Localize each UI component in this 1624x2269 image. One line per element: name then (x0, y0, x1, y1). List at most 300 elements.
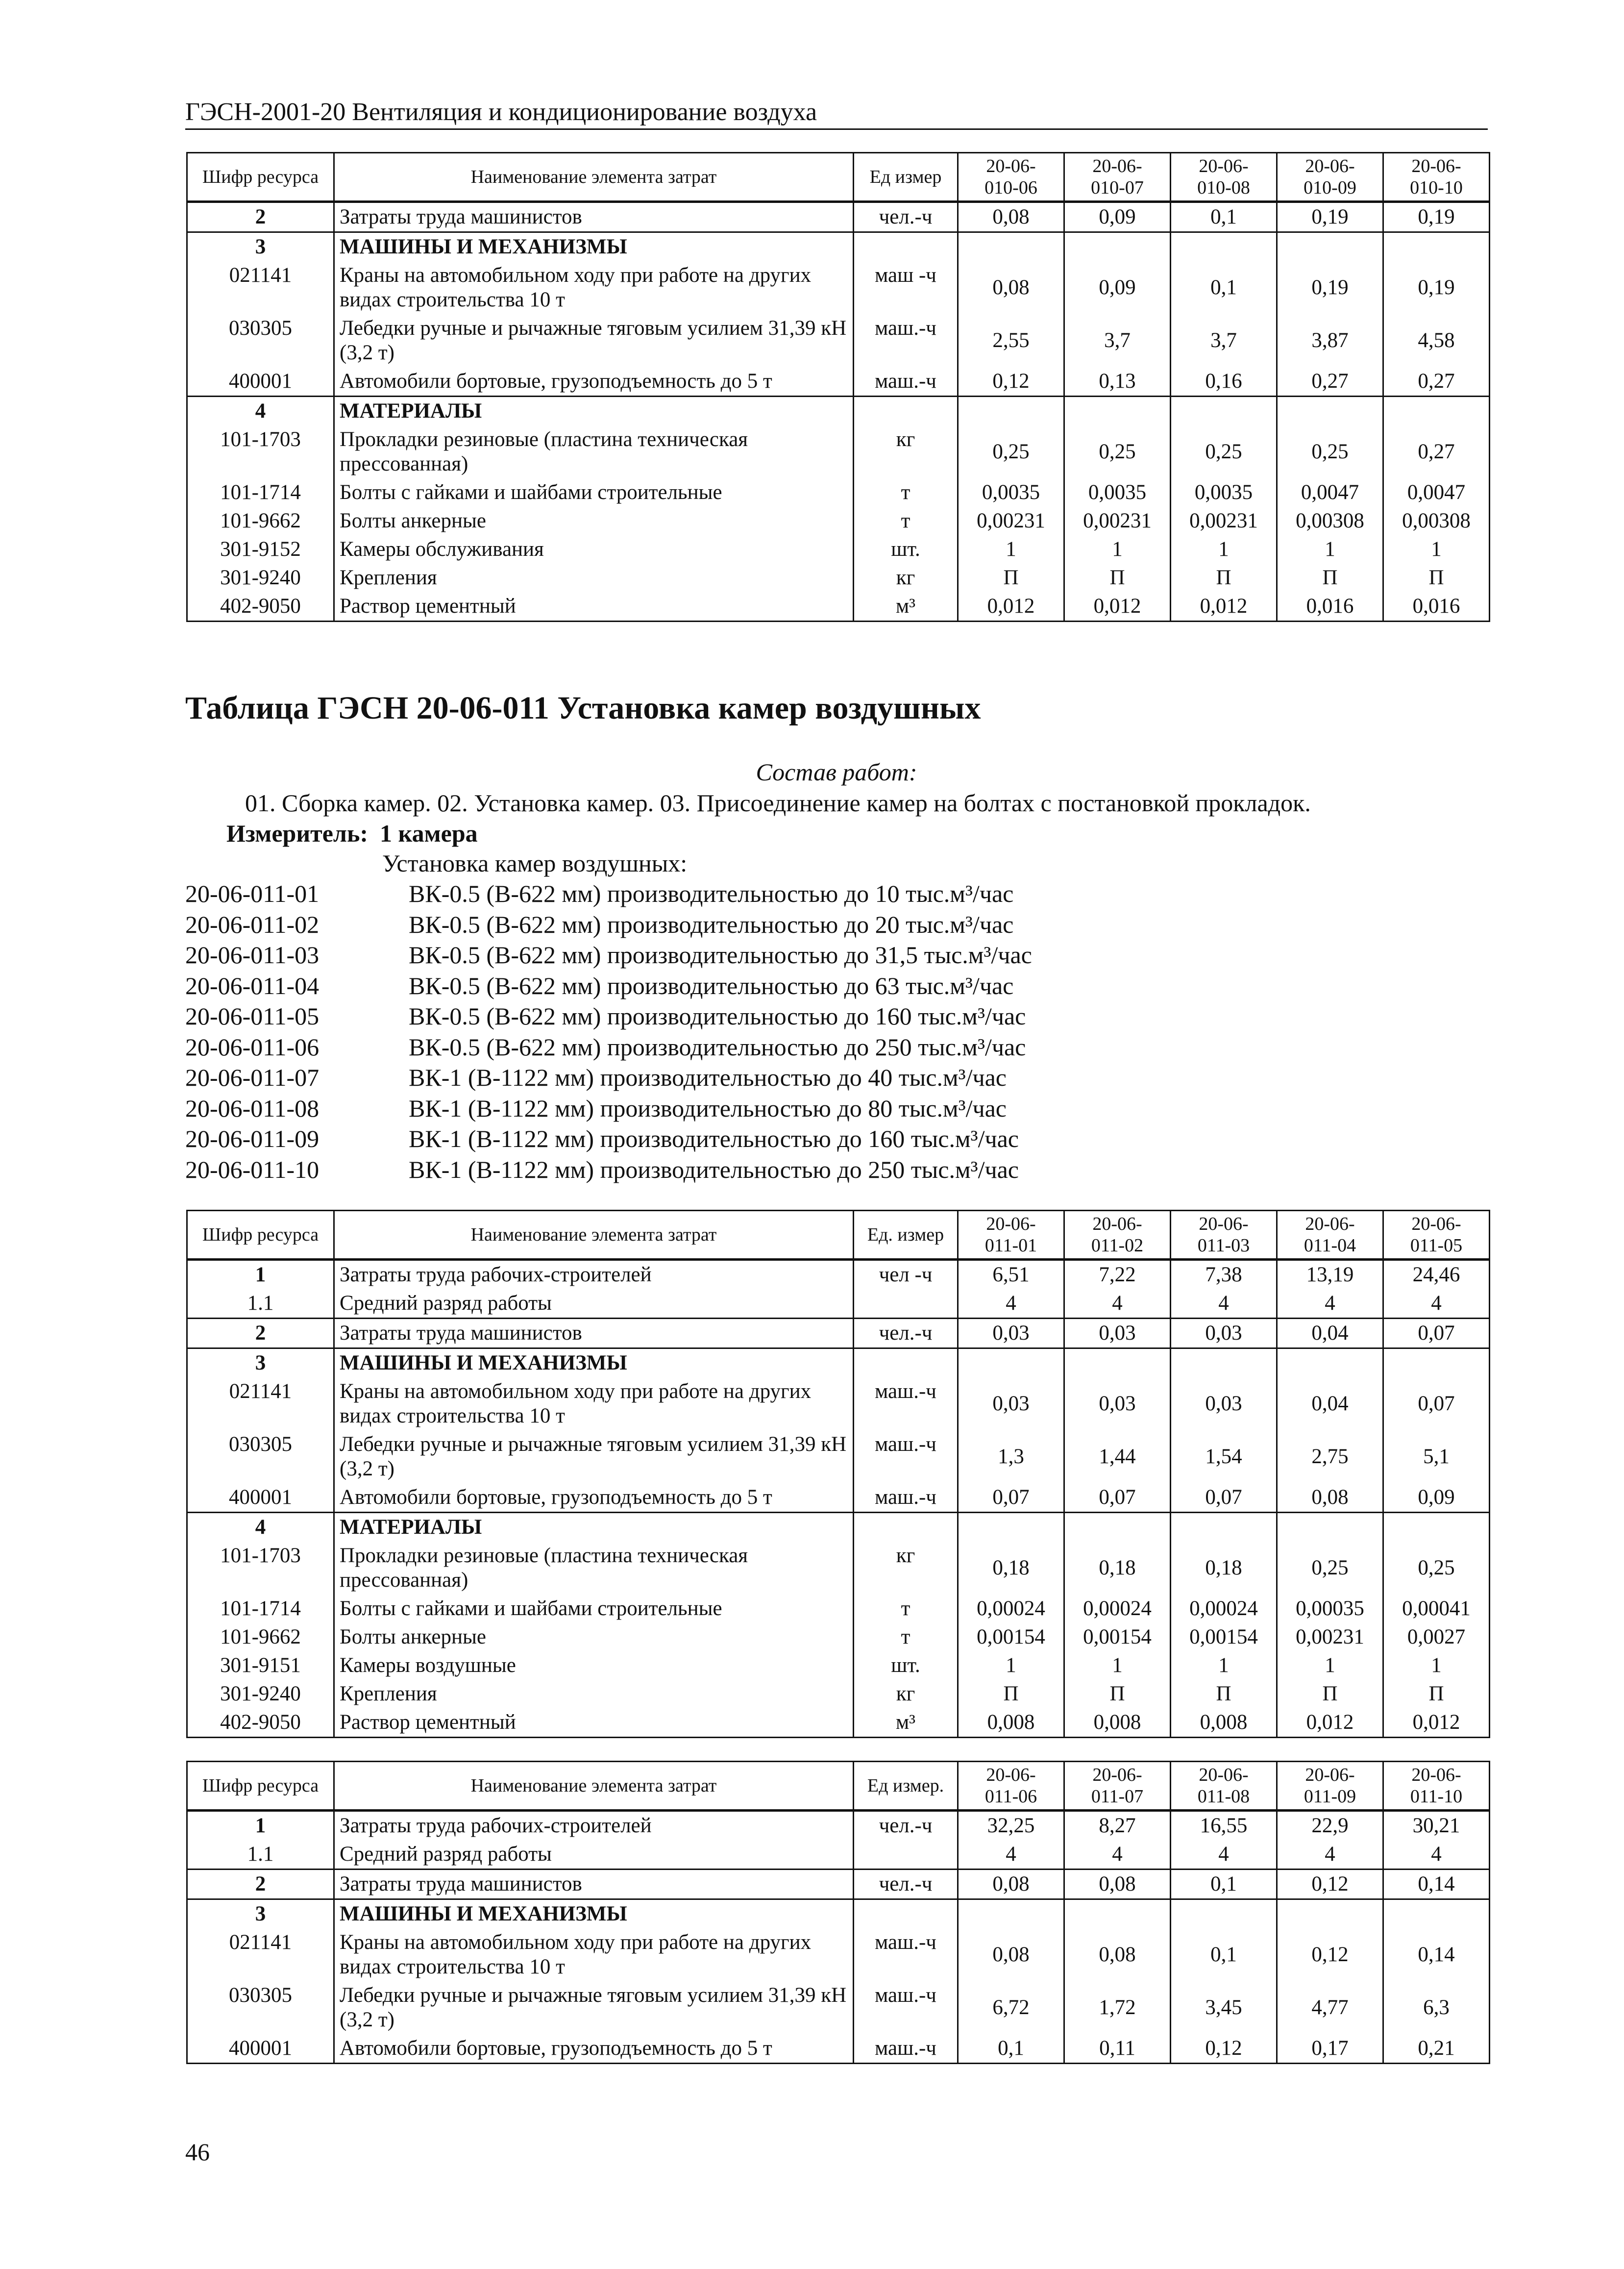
norm-value: 4 (1383, 1289, 1490, 1319)
header-cell: Наименование элемента затрат (334, 153, 854, 202)
norm-item (185, 1123, 1032, 1154)
cost-item-name: Болты с гайками и шайбами строительные (334, 478, 854, 507)
norm-value: 0,08 (958, 261, 1064, 314)
norm-description: ВК-0.5 (В-622 мм) производительностью до 10 тыс.м³/час (409, 880, 1014, 907)
unit-of-measure: кг (854, 564, 958, 592)
unit-of-measure: кг (854, 1542, 958, 1595)
header-cell: 20-06- 010-07 (1064, 153, 1171, 202)
resource-code: 021141 (187, 261, 334, 314)
norm-value: 0,14 (1383, 1928, 1490, 1981)
empty-cell (1277, 1513, 1383, 1542)
empty-cell (1171, 1348, 1277, 1378)
resource-code: 101-1703 (187, 425, 334, 478)
table-header-row (187, 1211, 1490, 1260)
norm-description: ВК-0.5 (В-622 мм) производительностью до 20 тыс.м³/час (409, 910, 1014, 938)
norm-value: 0,03 (958, 1319, 1064, 1348)
norm-value: П (1064, 1680, 1171, 1708)
norm-value: 0,13 (1064, 367, 1171, 397)
empty-cell (1171, 1513, 1277, 1542)
header-cell: 20-06- 011-04 (1277, 1211, 1383, 1260)
section-row (187, 397, 1490, 426)
norm-value: 0,07 (1171, 1483, 1277, 1513)
cost-item-name: Камеры обслуживания (334, 535, 854, 564)
norm-code: 20-06-011-02 (185, 910, 320, 938)
norm-value: 0,00231 (1277, 1623, 1383, 1651)
norm-value: 0,008 (1064, 1708, 1171, 1738)
table-row (187, 478, 1490, 507)
norm-value: 30,21 (1383, 1811, 1490, 1841)
norm-value: 0,03 (1064, 1319, 1171, 1348)
norm-value: 0,00024 (1064, 1595, 1171, 1623)
norm-value: 0,27 (1383, 425, 1490, 478)
norm-value: 0,016 (1383, 592, 1490, 622)
table-row (187, 507, 1490, 535)
norm-value: 0,1 (1171, 1870, 1277, 1899)
norm-value: 0,00231 (1064, 507, 1171, 535)
norm-value: 0,0035 (958, 478, 1064, 507)
unit-of-measure: маш.-ч (854, 367, 958, 397)
unit-of-measure: маш.-ч (854, 1928, 958, 1981)
norm-value: 0,16 (1171, 367, 1277, 397)
norm-code: 20-06-011-04 (185, 972, 320, 999)
resource-code: 021141 (187, 1928, 334, 1981)
norm-list-intro: Установка камер воздушных: (382, 849, 688, 877)
unit-of-measure: м³ (854, 592, 958, 622)
table-title: Таблица ГЭСН 20-06-011 Установка камер воздушных (185, 690, 981, 726)
header-cell: 20-06- 011-09 (1277, 1762, 1383, 1811)
norm-value: 0,07 (1383, 1377, 1490, 1430)
norm-value: 0,00231 (1171, 507, 1277, 535)
resource-code: 301-9240 (187, 1680, 334, 1708)
norm-value: 0,00154 (1064, 1623, 1171, 1651)
resource-code: 030305 (187, 314, 334, 367)
norm-value: 6,72 (958, 1981, 1064, 2034)
cost-item-name: Краны на автомобильном ходу при работе на других видах строительства 10 т (334, 1928, 854, 1981)
empty-cell (854, 397, 958, 426)
empty-cell (958, 1899, 1064, 1929)
table-row (187, 1595, 1490, 1623)
norm-value: 0,19 (1277, 202, 1383, 232)
norm-description: ВК-0.5 (В-622 мм) производительностью до 250 тыс.м³/час (409, 1033, 1026, 1061)
norm-value: 0,00154 (1171, 1623, 1277, 1651)
norm-value: 0,09 (1383, 1483, 1490, 1513)
cost-item-name: Крепления (334, 1680, 854, 1708)
norm-value: 0,27 (1383, 367, 1490, 397)
empty-cell (1277, 232, 1383, 262)
norm-value: 1 (1171, 1651, 1277, 1680)
norm-value: 7,38 (1171, 1260, 1277, 1290)
norm-value: 0,012 (1383, 1708, 1490, 1738)
header-cell: 20-06- 011-02 (1064, 1211, 1171, 1260)
norm-value: 2,55 (958, 314, 1064, 367)
section-title: МАТЕРИАЛЫ (334, 1513, 854, 1542)
norm-value: 0,00024 (1171, 1595, 1277, 1623)
norm-value: 0,25 (958, 425, 1064, 478)
norm-value: 0,0027 (1383, 1623, 1490, 1651)
empty-cell (1383, 397, 1490, 426)
resource-code: 101-1714 (187, 1595, 334, 1623)
cost-item-name: Камеры воздушные (334, 1651, 854, 1680)
norm-value: 4 (1064, 1840, 1171, 1870)
table-row (187, 1651, 1490, 1680)
unit-of-measure (854, 1289, 958, 1319)
cost-item-name: Болты анкерные (334, 1623, 854, 1651)
norm-value: 0,18 (1171, 1542, 1277, 1595)
section-title: МАШИНЫ И МЕХАНИЗМЫ (334, 232, 854, 262)
cost-item-name: Лебедки ручные и рычажные тяговым усилием 31,39 кН (3,2 т) (334, 314, 854, 367)
norm-code: 20-06-011-06 (185, 1033, 320, 1061)
header-cell: 20-06- 011-07 (1064, 1762, 1171, 1811)
norm-value: 0,18 (958, 1542, 1064, 1595)
table-row (187, 202, 1490, 232)
resource-code: 400001 (187, 367, 334, 397)
section-row (187, 232, 1490, 262)
table-header-row (187, 153, 1490, 202)
cost-item-name: Затраты труда машинистов (334, 1870, 854, 1899)
header-cell: 20-06- 011-01 (958, 1211, 1064, 1260)
norm-code: 20-06-011-01 (185, 880, 320, 907)
norm-value: 3,7 (1064, 314, 1171, 367)
norm-value: 0,008 (958, 1708, 1064, 1738)
norm-value: 22,9 (1277, 1811, 1383, 1841)
cost-item-name: Автомобили бортовые, грузоподъемность до 5 т (334, 1483, 854, 1513)
norm-value: 0,09 (1064, 202, 1171, 232)
norm-value: 1 (958, 1651, 1064, 1680)
norm-value: 0,25 (1383, 1542, 1490, 1595)
work-composition-text: 01. Сборка камер. 02. Установка камер. 03. Присоединение камер на болтах с постановкой прокладок. (245, 789, 1311, 817)
norm-value: 1 (958, 535, 1064, 564)
norm-item (185, 909, 1032, 940)
page-number: 46 (185, 2138, 210, 2166)
norm-value: 0,09 (1064, 261, 1171, 314)
norm-value: 0,25 (1064, 425, 1171, 478)
norm-value: П (1171, 1680, 1277, 1708)
norm-value: 0,07 (1383, 1319, 1490, 1348)
cost-item-name: Автомобили бортовые, грузоподъемность до 5 т (334, 2034, 854, 2064)
table-row (187, 1870, 1490, 1899)
norm-value: 0,012 (1171, 592, 1277, 622)
norm-value: 0,18 (1064, 1542, 1171, 1595)
empty-cell (1171, 1899, 1277, 1929)
norm-value: 0,08 (958, 1870, 1064, 1899)
norm-value: 0,03 (1171, 1377, 1277, 1430)
header-cell: Шифр ресурса (187, 1211, 334, 1260)
norm-value: 0,19 (1383, 261, 1490, 314)
unit-of-measure: т (854, 1623, 958, 1651)
table-row (187, 1260, 1490, 1290)
norm-value: 0,1 (958, 2034, 1064, 2064)
table-row (187, 261, 1490, 314)
resource-code: 301-9151 (187, 1651, 334, 1680)
unit-of-measure: маш.-ч (854, 2034, 958, 2064)
unit-of-measure: маш.-ч (854, 1483, 958, 1513)
unit-of-measure: шт. (854, 1651, 958, 1680)
cost-item-name: Прокладки резиновые (пластина техническая прессованная) (334, 1542, 854, 1595)
resource-code: 2 (187, 1870, 334, 1899)
norm-value: 1 (1277, 1651, 1383, 1680)
cost-item-name: Прокладки резиновые (пластина техническая прессованная) (334, 425, 854, 478)
norm-value: 0,0047 (1277, 478, 1383, 507)
norm-value: 13,19 (1277, 1260, 1383, 1290)
resource-code: 1.1 (187, 1840, 334, 1870)
norm-value: 0,03 (958, 1377, 1064, 1430)
norm-code: 20-06-011-07 (185, 1064, 320, 1091)
norm-value: 0,08 (1064, 1928, 1171, 1981)
norm-value: 0,00308 (1277, 507, 1383, 535)
empty-cell (854, 1348, 958, 1378)
norm-value: 5,1 (1383, 1430, 1490, 1483)
norm-value: 0,08 (1277, 1483, 1383, 1513)
header-cell: Наименование элемента затрат (334, 1762, 854, 1811)
norm-value: 0,04 (1277, 1377, 1383, 1430)
resource-code: 1.1 (187, 1289, 334, 1319)
empty-cell (1383, 1899, 1490, 1929)
norm-value: П (1383, 1680, 1490, 1708)
cost-item-name: Краны на автомобильном ходу при работе на других видах строительства 10 т (334, 261, 854, 314)
table-row (187, 2034, 1490, 2064)
norm-item (185, 1062, 1032, 1093)
resource-code: 400001 (187, 1483, 334, 1513)
norm-value: 0,0047 (1383, 478, 1490, 507)
resource-code: 1 (187, 1811, 334, 1841)
header-cell: 20-06- 010-08 (1171, 153, 1277, 202)
unit-of-measure: т (854, 507, 958, 535)
empty-cell (1277, 1899, 1383, 1929)
norm-value: 0,08 (958, 202, 1064, 232)
norm-value: 0,12 (1171, 2034, 1277, 2064)
header-cell: 20-06- 011-03 (1171, 1211, 1277, 1260)
norm-item (185, 971, 1032, 1001)
norm-value: 24,46 (1383, 1260, 1490, 1290)
unit-of-measure: маш -ч (854, 261, 958, 314)
table-row (187, 1430, 1490, 1483)
resource-code: 3 (187, 232, 334, 262)
norm-value: 4 (1383, 1840, 1490, 1870)
empty-cell (958, 1513, 1064, 1542)
unit-of-measure: т (854, 1595, 958, 1623)
norm-value: 4 (1064, 1289, 1171, 1319)
unit-of-measure: маш.-ч (854, 314, 958, 367)
cost-item-name: Средний разряд работы (334, 1289, 854, 1319)
norm-value: 1 (1277, 535, 1383, 564)
norm-item (185, 878, 1032, 909)
section-title: МАТЕРИАЛЫ (334, 397, 854, 426)
cost-item-name: Краны на автомобильном ходу при работе на других видах строительства 10 т (334, 1377, 854, 1430)
header-cell: Шифр ресурса (187, 153, 334, 202)
cost-item-name: Болты с гайками и шайбами строительные (334, 1595, 854, 1623)
norm-code: 20-06-011-10 (185, 1155, 320, 1183)
norm-value: 0,00308 (1383, 507, 1490, 535)
norm-item (185, 1093, 1032, 1124)
norm-value: 1,54 (1171, 1430, 1277, 1483)
norm-value: 7,22 (1064, 1260, 1171, 1290)
norm-value: 0,1 (1171, 202, 1277, 232)
table-row (187, 1928, 1490, 1981)
norm-value: 0,00154 (958, 1623, 1064, 1651)
resource-code: 101-9662 (187, 507, 334, 535)
norm-value: 0,08 (958, 1928, 1064, 1981)
empty-cell (1383, 1513, 1490, 1542)
empty-cell (1171, 397, 1277, 426)
cost-item-name: Раствор цементный (334, 1708, 854, 1738)
norm-value: 0,00231 (958, 507, 1064, 535)
table-row (187, 592, 1490, 622)
table-row (187, 1811, 1490, 1841)
empty-cell (1383, 232, 1490, 262)
cost-item-name: Раствор цементный (334, 592, 854, 622)
norm-description: ВК-1 (В-1122 мм) производительностью до 40 тыс.м³/час (409, 1064, 1007, 1091)
norm-description: ВК-1 (В-1122 мм) производительностью до 250 тыс.м³/час (409, 1155, 1019, 1183)
norm-description: ВК-0.5 (В-622 мм) производительностью до 31,5 тыс.м³/час (409, 941, 1032, 969)
unit-of-measure: чел.-ч (854, 1811, 958, 1841)
header-cell: 20-06- 011-10 (1383, 1762, 1490, 1811)
norm-value: 6,3 (1383, 1981, 1490, 2034)
norm-value: П (1383, 564, 1490, 592)
cost-item-name: Затраты труда рабочих-строителей (334, 1811, 854, 1841)
empty-cell (958, 397, 1064, 426)
norm-value: 0,00024 (958, 1595, 1064, 1623)
section-row (187, 1899, 1490, 1929)
table-row (187, 1319, 1490, 1348)
norm-value: 4,77 (1277, 1981, 1383, 2034)
measure-line (226, 819, 490, 848)
resource-code: 402-9050 (187, 592, 334, 622)
norm-value: 4 (1171, 1289, 1277, 1319)
norm-code: 20-06-011-03 (185, 941, 320, 969)
norm-value: 0,0035 (1171, 478, 1277, 507)
norm-value: П (1277, 564, 1383, 592)
norm-value: 8,27 (1064, 1811, 1171, 1841)
norm-item (185, 940, 1032, 971)
norm-value: 4 (1277, 1289, 1383, 1319)
table-row (187, 314, 1490, 367)
table-row (187, 1840, 1490, 1870)
norm-item (185, 1032, 1032, 1063)
norm-value: 0,012 (958, 592, 1064, 622)
norm-value: 4 (1171, 1840, 1277, 1870)
norm-value: 0,12 (1277, 1928, 1383, 1981)
table-row (187, 1708, 1490, 1738)
norm-value: 0,17 (1277, 2034, 1383, 2064)
section-title: МАШИНЫ И МЕХАНИЗМЫ (334, 1899, 854, 1929)
norm-value: 4 (1277, 1840, 1383, 1870)
norm-item (185, 1154, 1032, 1185)
norm-value: 0,1 (1171, 261, 1277, 314)
norm-value: 1,3 (958, 1430, 1064, 1483)
table-row (187, 1542, 1490, 1595)
cost-item-name: Затраты труда машинистов (334, 1319, 854, 1348)
norm-value: 4 (958, 1840, 1064, 1870)
norm-value: 3,45 (1171, 1981, 1277, 2034)
unit-of-measure: м³ (854, 1708, 958, 1738)
norm-value: 3,7 (1171, 314, 1277, 367)
norm-value: 0,00041 (1383, 1595, 1490, 1623)
resource-table-010 (186, 152, 1490, 622)
resource-code: 1 (187, 1260, 334, 1290)
unit-of-measure: маш.-ч (854, 1981, 958, 2034)
header-cell: 20-06- 010-09 (1277, 153, 1383, 202)
resource-code: 400001 (187, 2034, 334, 2064)
cost-item-name: Лебедки ручные и рычажные тяговым усилием 31,39 кН (3,2 т) (334, 1430, 854, 1483)
norm-item (185, 1001, 1032, 1032)
resource-code: 402-9050 (187, 1708, 334, 1738)
norm-value: 0,03 (1064, 1377, 1171, 1430)
norm-value: 0,25 (1171, 425, 1277, 478)
resource-code: 101-1703 (187, 1542, 334, 1595)
norm-code: 20-06-011-05 (185, 1002, 320, 1030)
section-row (187, 1513, 1490, 1542)
table-row (187, 564, 1490, 592)
header-cell: Наименование элемента затрат (334, 1211, 854, 1260)
norm-value: 0,08 (1064, 1870, 1171, 1899)
table-row (187, 1377, 1490, 1430)
empty-cell (958, 232, 1064, 262)
resource-code: 4 (187, 397, 334, 426)
table-row (187, 1981, 1490, 2034)
unit-of-measure: шт. (854, 535, 958, 564)
unit-of-measure: чел -ч (854, 1260, 958, 1290)
unit-of-measure: т (854, 478, 958, 507)
cost-item-name: Лебедки ручные и рычажные тяговым усилием 31,39 кН (3,2 т) (334, 1981, 854, 2034)
header-cell: Шифр ресурса (187, 1762, 334, 1811)
header-cell: Ед измер (854, 153, 958, 202)
norm-value: П (958, 1680, 1064, 1708)
empty-cell (1064, 1348, 1171, 1378)
table-row (187, 367, 1490, 397)
empty-cell (1064, 397, 1171, 426)
resource-code: 301-9240 (187, 564, 334, 592)
running-header: ГЭСН-2001-20 Вентиляция и кондиционирование воздуха (185, 96, 1488, 130)
norm-code: 20-06-011-09 (185, 1125, 320, 1152)
norm-value: П (1064, 564, 1171, 592)
norm-value: 1,44 (1064, 1430, 1171, 1483)
cost-item-name: Автомобили бортовые, грузоподъемность до 5 т (334, 367, 854, 397)
empty-cell (1383, 1348, 1490, 1378)
norm-value: 0,1 (1171, 1928, 1277, 1981)
work-composition-heading: Состав работ: (756, 758, 917, 786)
cost-item-name: Средний разряд работы (334, 1840, 854, 1870)
resource-code: 2 (187, 1319, 334, 1348)
norm-value: 2,75 (1277, 1430, 1383, 1483)
norm-list (185, 878, 1032, 1185)
resource-code: 3 (187, 1348, 334, 1378)
norm-value: 32,25 (958, 1811, 1064, 1841)
norm-value: П (1171, 564, 1277, 592)
cost-item-name: Затраты труда рабочих-строителей (334, 1260, 854, 1290)
header-cell: 20-06- 010-06 (958, 153, 1064, 202)
resource-code: 301-9152 (187, 535, 334, 564)
norm-value: 0,11 (1064, 2034, 1171, 2064)
unit-of-measure: чел.-ч (854, 1319, 958, 1348)
norm-value: 1 (1064, 535, 1171, 564)
empty-cell (1064, 232, 1171, 262)
norm-value: 0,19 (1277, 261, 1383, 314)
measure-value: 1 камера (380, 820, 478, 847)
resource-code: 101-1714 (187, 478, 334, 507)
cost-item-name: Болты анкерные (334, 507, 854, 535)
measure-label: Измеритель: (226, 820, 369, 847)
resource-code: 021141 (187, 1377, 334, 1430)
section-title: МАШИНЫ И МЕХАНИЗМЫ (334, 1348, 854, 1378)
norm-value: 3,87 (1277, 314, 1383, 367)
norm-value: 0,12 (1277, 1870, 1383, 1899)
unit-of-measure (854, 1840, 958, 1870)
norm-value: 0,27 (1277, 367, 1383, 397)
resource-code: 3 (187, 1899, 334, 1929)
norm-value: 16,55 (1171, 1811, 1277, 1841)
norm-value: 0,00035 (1277, 1595, 1383, 1623)
empty-cell (1171, 232, 1277, 262)
